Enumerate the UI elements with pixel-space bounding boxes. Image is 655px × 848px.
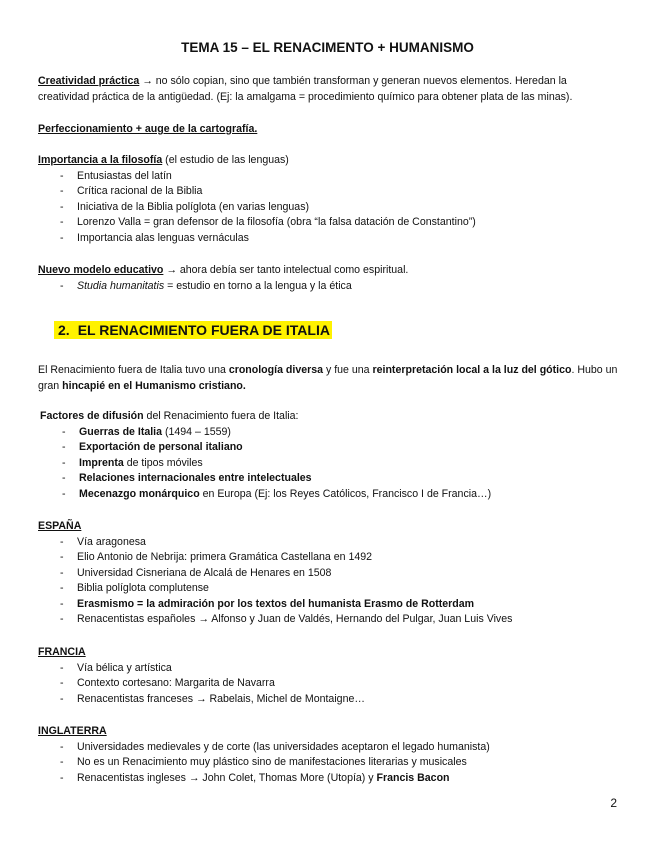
studia-italic: Studia humanitatis	[77, 279, 165, 292]
modelo-text: → ahora debía ser tanto intelectual como espiritual.	[163, 264, 409, 276]
list-item: - Studia humanitatis = estudio en torno a la lengua y la ética	[38, 279, 618, 295]
filosofia-label: Importancia a la filosofía	[38, 154, 163, 166]
factores-section: Factores de difusión del Renacimiento fuera de Italia: - Guerras de Italia (1494 – 1559) - Exportación de personal italiano - Imprenta de tipos móviles - Relaciones internacionales entre intelectuales - Mecenazgo monárquico en Europa (Ej: los Reyes Católicos, Francisco I de Francia…)	[40, 409, 620, 502]
list-item: - Renacentistas ingleses → John Colet, Thomas More (Utopía) y Francis Bacon	[38, 771, 618, 787]
creatividad-paragraph	[38, 74, 618, 105]
espana-list	[38, 535, 618, 628]
francia-list	[38, 661, 618, 708]
list-item: - Vía aragonesa	[38, 535, 618, 551]
list-item: - Vía bélica y artística	[38, 661, 618, 677]
page-title: TEMA 15 – EL RENACIMENTO + HUMANISMO	[181, 40, 474, 55]
list-item: - Entusiastas del latín	[38, 169, 618, 185]
inglaterra-list	[38, 740, 618, 787]
list-item: - Biblia políglota complutense	[38, 581, 618, 597]
list-item: - Relaciones internacionales entre intelectuales	[40, 471, 620, 487]
list-item: - Guerras de Italia (1494 – 1559)	[40, 425, 620, 441]
list-item: - Elio Antonio de Nebrija: primera Gramática Castellana en 1492	[38, 550, 618, 566]
list-item: - Exportación de personal italiano	[40, 440, 620, 456]
section-heading	[54, 321, 332, 339]
list-item: - Crítica racional de la Biblia	[38, 184, 618, 200]
list-item: - Erasmismo = la admiración por los textos del humanista Erasmo de Rotterdam	[38, 597, 618, 613]
section-title: EL RENACIMIENTO FUERA DE ITALIA	[77, 322, 330, 338]
francia-section	[38, 645, 618, 707]
cartografia-label: Perfeccionamiento + auge de la cartografía.	[38, 123, 258, 135]
filosofia-list	[38, 169, 618, 247]
factores-list	[40, 425, 620, 503]
list-item: - Importancia alas lenguas vernáculas	[38, 231, 618, 247]
francia-label: FRANCIA	[38, 646, 86, 658]
intro-paragraph: El Renacimiento fuera de Italia tuvo una cronología diversa y fue una reinterpretación local a la luz del gótico. Hubo un gran hincapié en el Humanismo cristiano.	[38, 364, 618, 392]
page-number: 2	[610, 796, 617, 810]
factores-label: Factores de difusión	[40, 410, 144, 422]
cartografia-paragraph	[38, 122, 618, 138]
modelo-label: Nuevo modelo educativo	[38, 264, 164, 276]
list-item: - Lorenzo Valla = gran defensor de la filosofía (obra “la falsa datación de Constantino”)	[38, 215, 618, 231]
espana-section	[38, 519, 618, 628]
list-item: - Renacentistas españoles → Alfonso y Juan de Valdés, Hernando del Pulgar, Juan Luis Vives	[38, 612, 618, 628]
creatividad-label: Creatividad práctica	[38, 75, 140, 87]
list-item: - Universidades medievales y de corte (las universidades aceptaron el legado humanista)	[38, 740, 618, 756]
list-item: - Renacentistas franceses → Rabelais, Michel de Montaigne…	[38, 692, 618, 708]
list-item: - Mecenazgo monárquico en Europa (Ej: los Reyes Católicos, Francisco I de Francia…)	[40, 487, 620, 503]
filosofia-section	[38, 153, 618, 246]
list-item: - Iniciativa de la Biblia políglota (en varias lenguas)	[38, 200, 618, 216]
list-item: - Contexto cortesano: Margarita de Navarra	[38, 676, 618, 692]
list-item: - Imprenta de tipos móviles	[40, 456, 620, 472]
inglaterra-label: INGLATERRA	[38, 725, 107, 737]
inglaterra-section	[38, 724, 618, 786]
modelo-list	[38, 279, 618, 295]
filosofia-text: (el estudio de las lenguas)	[162, 154, 289, 166]
modelo-section	[38, 263, 618, 294]
list-item: - Universidad Cisneriana de Alcalá de Henares en 1508	[38, 566, 618, 582]
espana-label: ESPAÑA	[38, 520, 82, 532]
section-number: 2.	[58, 322, 70, 338]
creatividad-text: → no sólo copian, sino que también transforman y generan nuevos elementos. Heredan la creatividad práctica de la antigüedad. (Ej: la amalgama = procedimiento químico para obtener plata de las minas).	[38, 75, 573, 103]
list-item: - No es un Renacimiento muy plástico sino de manifestaciones literarias y musicales	[38, 755, 618, 771]
